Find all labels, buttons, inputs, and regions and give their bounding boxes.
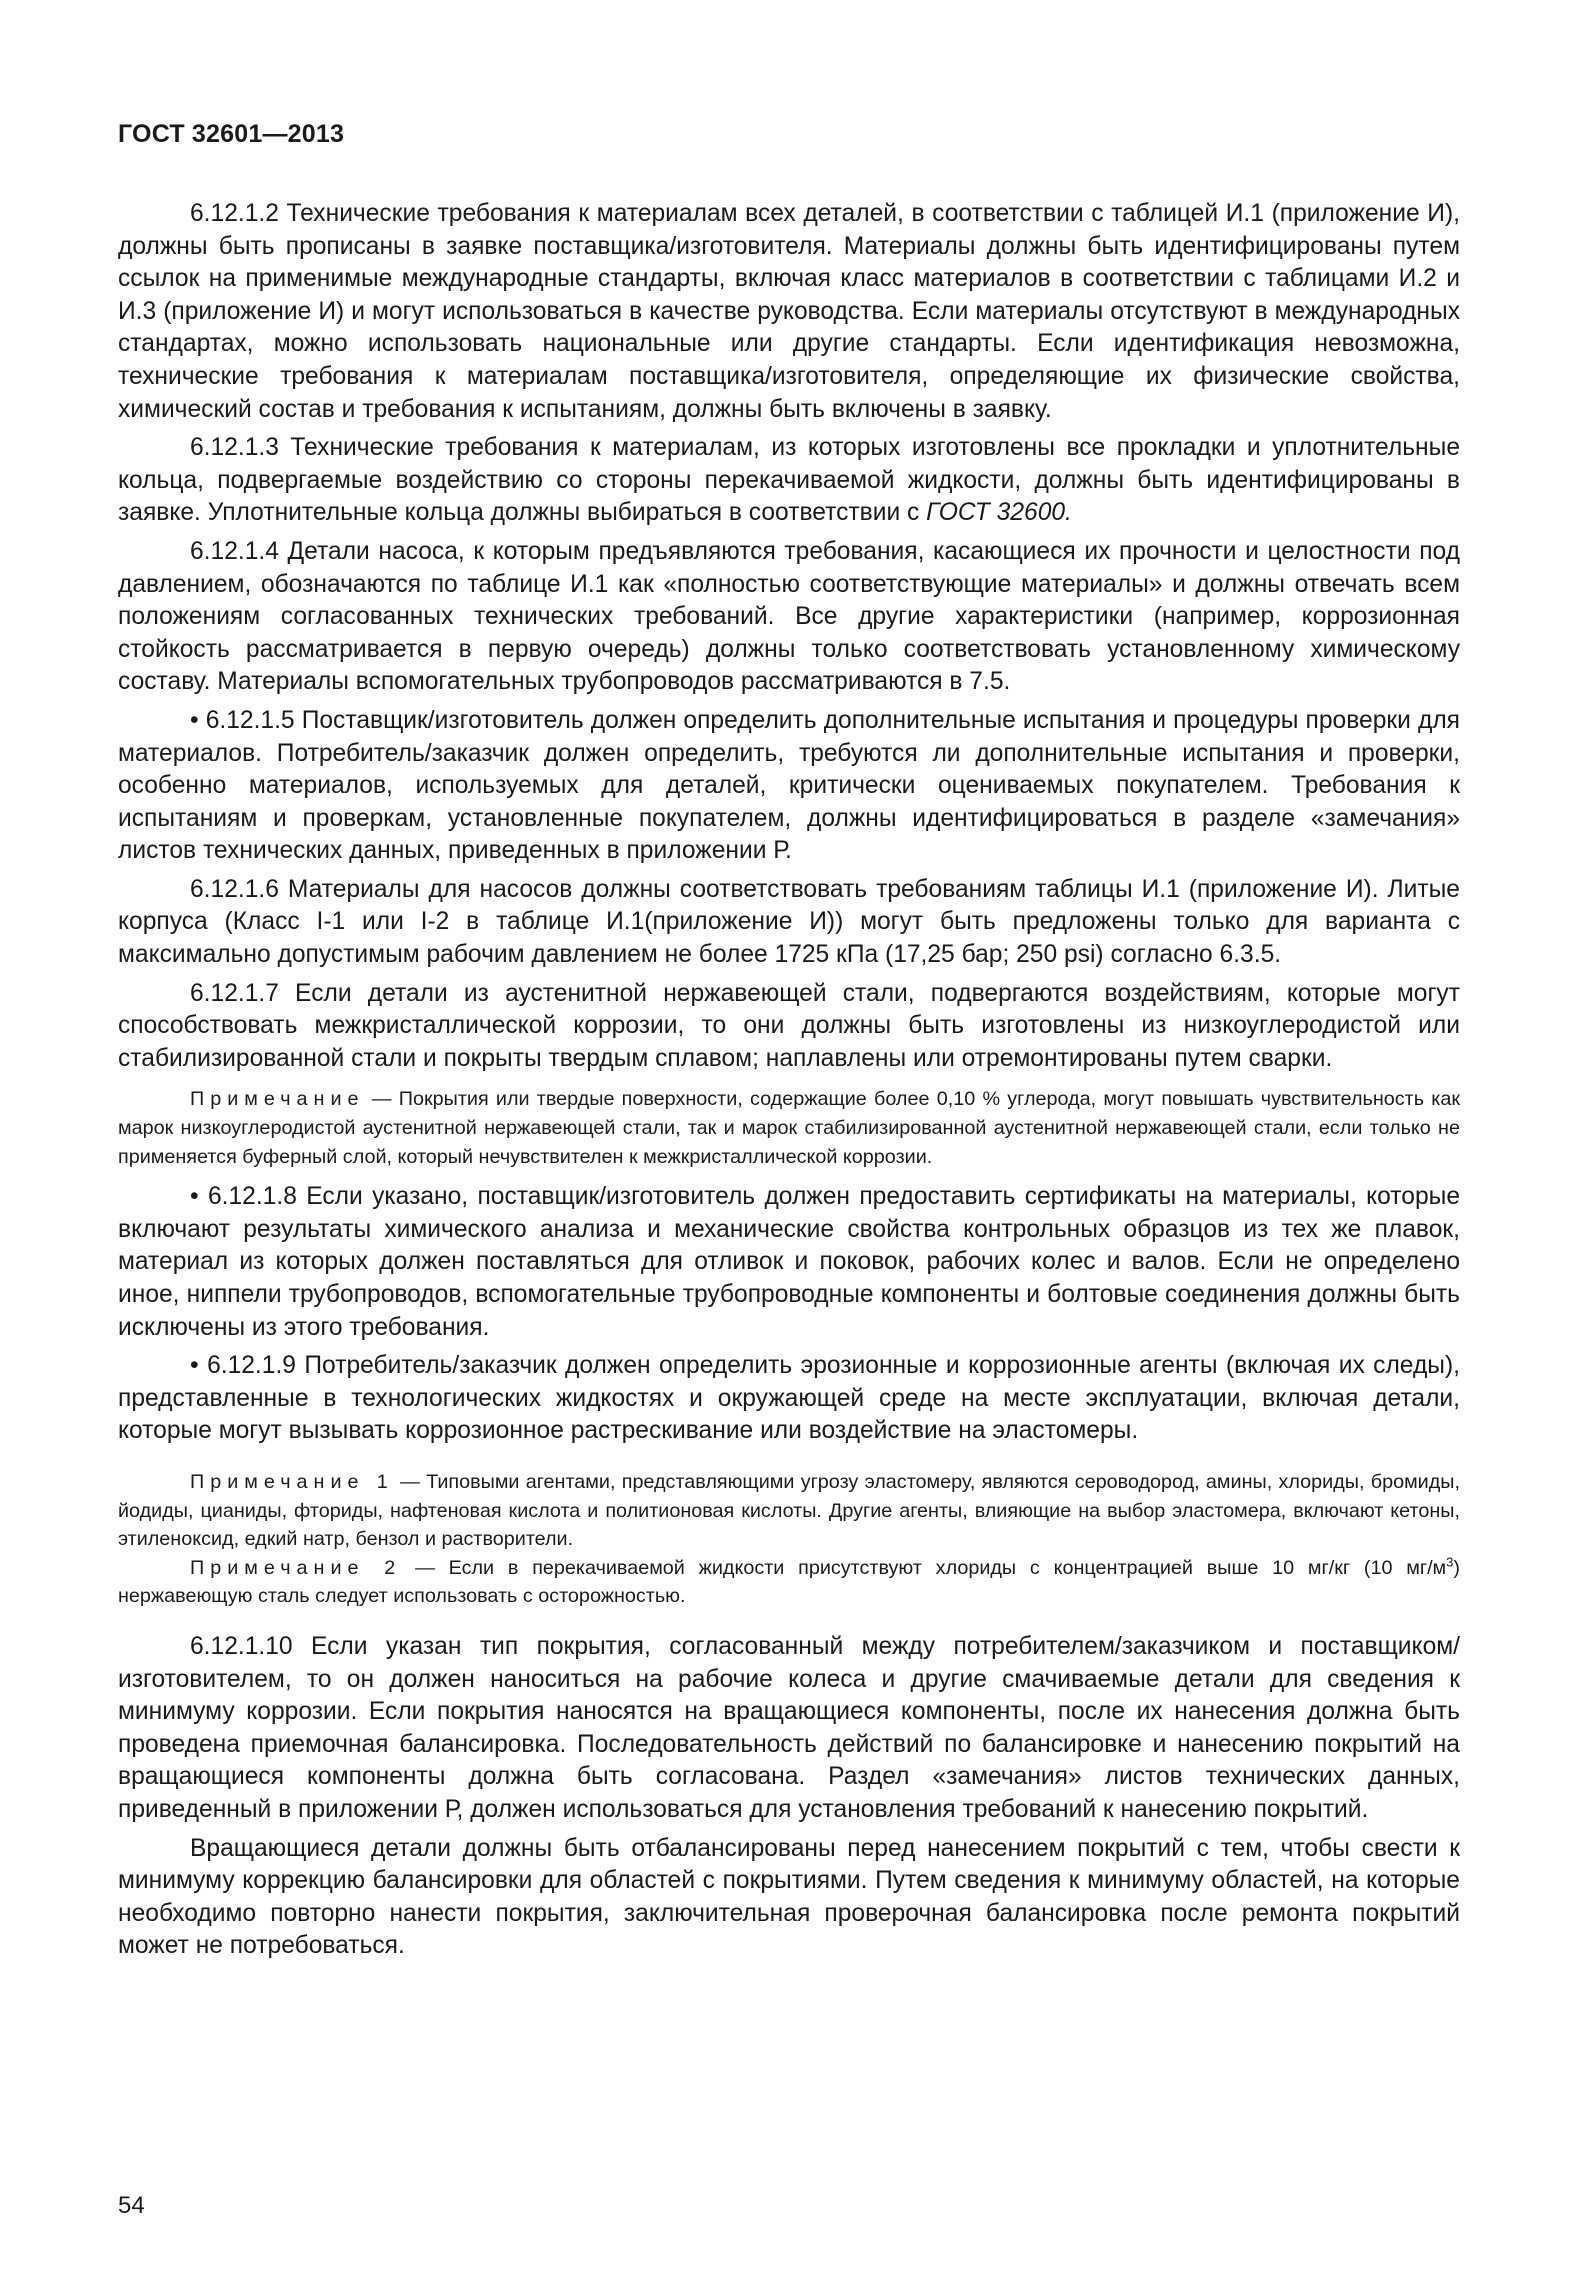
note-text: — Покрытия или твердые поверхности, содержащие более 0,10 % углерода, могут повышать чувствительность как марок низкоуглеродистой аустенитной нержавеющей стали, так и марок стабилизированной аустенитной нержавеющей стали, если только не применяется буферный слой, который нечувствителен к межкристаллической коррозии. [118, 1088, 1460, 1168]
bullet-marker: • [190, 1352, 199, 1380]
note-label: Примечание 2 [190, 1556, 402, 1579]
paragraph-6-12-1-2: 6.12.1.2 Технические требования к материалам всех деталей, в соответствии с таблицей И.1 (приложение И), должны быть прописаны в заявке поставщика/изготовителя. Материалы должны быть идентифицированы путем ссылок на применимые международные стандарты, включая класс материалов в соответствии с таблицами И.2 и И.3 (приложение И) и могут использоваться в качестве руководства. Если материалы отсутствуют в международных стандартах, можно использовать национальные или другие стандарты. Если идентификация невозможна, технические требования к материалам поставщика/изготовителя, определяющие их физические свойства, химический состав и требования к испытаниям, должны быть включены в заявку. [118, 200, 1460, 423]
note-label: Примечание 1 [190, 1470, 394, 1493]
paragraph-6-12-1-5 [118, 705, 1460, 868]
paragraph-6-12-1-9 [118, 1350, 1460, 1448]
page-number: 54 [118, 2192, 145, 2219]
note-intergranular-corrosion [118, 1085, 1460, 1171]
note-text: — Если в перекачиваемой жидкости присутствуют хлориды с концентрацией выше 10 мг/кг (10 мг/м [401, 1556, 1447, 1579]
note-2-chlorides [118, 1554, 1460, 1611]
note-text: ) нержавеющую сталь следует использовать с осторожностью. [118, 1556, 1460, 1608]
paragraph-text: 6.12.1.3 Технические требования к материалам, из которых изготовлены все прокладки и уплотнительные кольца, подвергаемые воздействию со стороны перекачиваемой жидкости, должны быть идентифицированы в заявке. Уплотнительные кольца должны выбираться в соответствии с [118, 434, 1460, 527]
paragraph-text: 6.12.1.8 Если указано, поставщик/изготовитель должен предоставить сертификаты на материалы, которые включают результаты химического анализа и механические свойства контрольных образцов из тех же плавок, материал из которых должен поставляться для отливок и поковок, рабочих колес и валов. Если не определено иное, ниппели трубопроводов, вспомогательные трубопроводные компоненты и болтовые соединения должны быть исключены из этого требования. [118, 1183, 1460, 1341]
standard-reference: ГОСТ 32600. [926, 499, 1072, 527]
paragraph-6-12-1-10: 6.12.1.10 Если указан тип покрытия, согласованный между потребителем/заказчиком и поставщиком/изготовителем, то он должен наноситься на рабочие колеса и другие смачиваемые детали для сведения к минимуму коррозии. Если покрытия наносятся на вращающиеся компоненты, после их нанесения должна быть проведена приемочная балансировка. Последовательность действий по балансировке и нанесению покрытий на вращающиеся компоненты должна быть согласована. Раздел «замечания» листов технических данных, приведенный в приложении Р, должен использоваться для установления требований к нанесению покрытий. [118, 1632, 1460, 1823]
paragraph-rotating-parts: Вращающиеся детали должны быть отбалансированы перед нанесением покрытий с тем, чтобы свести к минимуму коррекцию балансировки для областей с покрытиями. Путем сведения к минимуму областей, на которые необходимо повторно нанести покрытия, заключительная проверочная балансировка после ремонта покрытий может не потребоваться. [118, 1834, 1460, 1960]
paragraph-text: 6.12.1.9 Потребитель/заказчик должен определить эрозионные и коррозионные агенты (включая их следы), представленные в технологических жидкостях и окружающей среде на месте эксплуатации, включая детали, которые могут вызывать коррозионное растрескивание или воздействие на эластомеры. [118, 1352, 1460, 1445]
document-body [118, 198, 1460, 1963]
paragraph-6-12-1-7: 6.12.1.7 Если детали из аустенитной нержавеющей стали, подвергаются воздействиям, которые могут способствовать межкристаллической коррозии, то они должны быть изготовлены из низкоуглеродистой или стабилизированной стали и покрыты твердым сплавом; наплавлены или отремонтированы путем сварки. [118, 979, 1460, 1072]
bullet-marker: • [190, 1183, 199, 1211]
document-header: ГОСТ 32601—2013 [118, 120, 345, 148]
note-1-elastomer-agents [118, 1468, 1460, 1554]
paragraph-6-12-1-3 [118, 432, 1460, 530]
note-text: — Типовыми агентами, представляющими угрозу эластомеру, являются сероводород, амины, хлориды, бромиды, йодиды, цианиды, фториды, нафтеновая кислота и политионовая кислоты. Другие агенты, влияющие на выбор эластомера, включают кетоны, этиленоксид, едкий натр, бензол и растворители. [118, 1470, 1460, 1551]
bullet-marker: • [190, 706, 199, 734]
superscript: 3 [1446, 1554, 1454, 1570]
paragraph-6-12-1-8 [118, 1181, 1460, 1344]
paragraph-6-12-1-4: 6.12.1.4 Детали насоса, к которым предъявляются требования, касающиеся их прочности и целостности под давлением, обозначаются по таблице И.1 как «полностью соответствующие материалы» и должны отвечать всем положениям согласованных технических требований. Все другие характеристики (например, коррозионная стойкость рассматривается в первую очередь) должны только соответствовать установленному химическому составу. Материалы вспомогательных трубопроводов рассматриваются в 7.5. [118, 537, 1460, 696]
paragraph-text: 6.12.1.5 Поставщик/изготовитель должен определить дополнительные испытания и процедуры проверки для материалов. Потребитель/заказчик должен определить, требуются ли дополнительные испытания и проверки, особенно материалов, используемых для деталей, критически оцениваемых покупателем. Требования к испытаниям и проверкам, установленные покупателем, должны идентифицироваться в разделе «замечания» листов технических данных, приведенных в приложении Р. [118, 706, 1460, 865]
paragraph-6-12-1-6: 6.12.1.6 Материалы для насосов должны соответствовать требованиям таблицы И.1 (приложение И). Литые корпуса (Класс I-1 или I-2 в таблице И.1(приложение И)) могут быть предложены только для варианта с максимально допустимым рабочим давлением не более 1725 кПа (17,25 бар; 250 psi) согласно 6.3.5. [118, 875, 1460, 969]
document-page [118, 0, 1460, 2283]
note-label: Примечание [190, 1088, 365, 1111]
